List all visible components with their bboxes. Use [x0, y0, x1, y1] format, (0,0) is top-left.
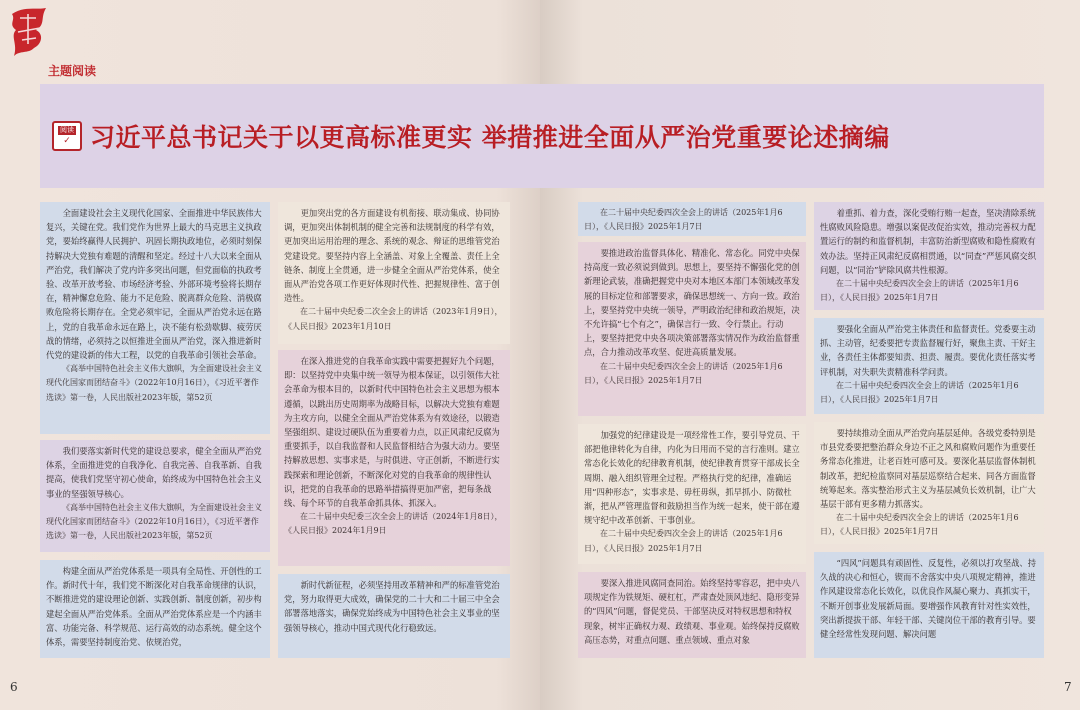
excerpt-source: 在二十届中央纪委四次全会上的讲话（2025年1月6日），《人民日报》2025年1月7日: [820, 279, 1019, 303]
reading-icon: 阅读 ✓: [52, 121, 82, 151]
excerpt-text: 要推进政治监督具体化、精准化、常态化。同党中央保持高度一致必须说到做到。思想上，要坚持不懈强化党的创新理论武装，准确把握党中央对本地区本部门本领域改革发展的目标定位和部署要求，确保思想统一、方向一致。政治上，要坚持党中央统一领导，严明政治纪律和政治规矩，决不允许搞“七个有之”，确保言行一致、令行禁止。行动上，要坚持把党中央各项决策部署落实情况作为政治监督重点，合力推动改革攻坚、促进高质量发展。: [584, 248, 800, 358]
excerpt-source: 《高举中国特色社会主义伟大旗帜，为全面建设社会主义现代化国家而团结奋斗》（2022年10月16日），《习近平著作选读》第一卷，人民出版社2023年版，第52页: [46, 364, 262, 402]
excerpt-source: 在二十届中央纪委四次全会上的讲话（2025年1月6日），《人民日报》2025年1月7日: [820, 513, 1019, 537]
excerpt-block: [40, 202, 270, 434]
excerpt-block: [578, 202, 806, 236]
excerpt-block: [814, 202, 1044, 310]
excerpt-block: [578, 242, 806, 416]
excerpt-text: 构建全面从严治党体系是一项具有全局性、开创性的工作。新时代十年，我们党不断深化对自我革命规律的认识，不断推进党的建设理论创新、实践创新、制度创新，初步构建起全面从严治党体系。全面从严治党体系应是一个内涵丰富、功能完备、科学规范、运行高效的动态系统。健全这个体系，需要坚持制度治党、依规治党，: [46, 566, 262, 648]
excerpt-text: 要持续推动全面从严治党向基层延伸。各级党委特别是市县党委要把整治群众身边不正之风和腐败问题作为重要任务常态化推进，让老百姓可感可及。要深化基层监督体制机制改革，把纪检监察同对基层巡察结合起来、同各方面监督统筹起来。落实整治形式主义为基层减负长效机制，让广大基层干部有更多精力抓落实。: [820, 428, 1036, 510]
excerpt-source: 在二十届中央纪委四次全会上的讲话（2025年1月6日），《人民日报》2025年1月7日: [584, 529, 783, 553]
excerpt-text: 加强党的纪律建设是一项经常性工作，要引导党员、干部把他律转化为自律，内化为日用而不觉的言行准则。建立常态化长效化的纪律教育机制，使纪律教育贯穿干部成长全周期、融入组织管理全过程。严格执行党的纪律，准确运用“四种形态”，实事求是、毋枉毋纵，抓早抓小、防微杜渐，把从严管理监督和鼓励担当作为统一起来，使干部在遵规守纪中改革创新、干事创业。: [584, 430, 800, 526]
page-number-right: 7: [1064, 680, 1072, 694]
excerpt-block: [814, 552, 1044, 658]
excerpt-source: 在二十届中央纪委四次全会上的讲话（2025年1月6日），《人民日报》2025年1月7日: [820, 380, 1019, 405]
excerpt-block: [40, 560, 270, 658]
excerpt-block: [578, 424, 806, 564]
calligraphy-logo: [6, 4, 54, 68]
excerpt-text: 我们要落实新时代党的建设总要求，健全全面从严治党体系，全面推进党的自我净化、自我完善、自我革新、自我提高，使我们党坚守初心使命，始终成为中国特色社会主义事业的坚强领导核心。: [46, 446, 262, 499]
excerpt-text: 要深入推进风腐同查同治。始终坚持零容忍，把中央八项规定作为铁规矩、硬杠杠，严肃查处顶风违纪、隐形变异的“四风”问题，督促党员、干部坚决反对特权思想和特权现象，树牢正确权力观、政绩观、事业观。始终保持反腐败高压态势，对重点问题、重点领域、重点对象: [584, 578, 800, 645]
excerpt-text: 在深入推进党的自我革命实践中需要把握好九个问题，即：以坚持党中央集中统一领导为根本保证，以引领伟大社会革命为根本目的，以新时代中国特色社会主义思想为根本遵循，以跳出历史周期率为战略目标，以解决大党独有难题为主攻方向，以健全全面从严治党体系为有效途径，以锻造坚强组织、建设过硬队伍为重要着力点，以正风肃纪反腐为重要抓手，以自我监督和人民监督相结合为强大动力。要坚持解放思想、实事求是，与时俱进、守正创新，不断进行实践探索和理论创新，不断深化对党的自我革命的规律性认识，把党的自我革命的思路举措搞得更加严密，把每条战线、每个环节的自我革命抓具体、抓深入。: [284, 356, 500, 509]
excerpt-block: [814, 422, 1044, 544]
page-title: 习近平总书记关于以更高标准更实 举措推进全面从严治党重要论述摘编: [90, 123, 890, 152]
excerpt-source: 在二十届中央纪委三次全会上的讲话（2024年1月8日），《人民日报》2024年1月9日: [284, 512, 503, 536]
excerpt-block: [278, 202, 510, 344]
excerpt-source: 在二十届中央纪委四次全会上的讲话（2025年1月6日），《人民日报》2025年1月7日: [584, 208, 783, 232]
excerpt-source: 在二十届中央纪委二次全会上的讲话（2023年1月9日），《人民日报》2023年1月10日: [284, 307, 503, 331]
excerpt-block: [278, 350, 510, 566]
page-number-left: 6: [10, 680, 18, 694]
excerpt-text: “四风”问题具有顽固性、反复性，必须以打攻坚战、持久战的决心和恒心，锲而不舍落实中央八项规定精神，推进作风建设常态化长效化，以优良作风凝心聚力、真抓实干，不断开创事业发展新局面。要增强作风教育针对性实效性，突出新提拔干部、年轻干部、关键岗位干部的教育引导。要健全经常性发现问题、解决问题: [820, 558, 1037, 640]
excerpt-text: 要强化全面从严治党主体责任和监督责任。党委要主动抓、主动管，纪委要把专责监督履行好，聚焦主责、干好主业，各责任主体都要知责、担责、履责。要优化责任落实考评机制，对失职失责精准科学问责。: [820, 324, 1036, 377]
excerpt-block: [40, 440, 270, 552]
excerpt-text: 更加突出党的各方面建设有机衔接、联动集成、协同协调，更加突出体制机制的健全完善和法规制度的科学有效，更加突出运用治理的理念、系统的观念、辩证的思维管党治党建设党。要坚持内容上全涵盖、对象上全覆盖、责任上全链条、制度上全贯通，进一步健全全面从严治党体系，使全面从严治党各项工作更好体现时代性、把握规律性、富于创造性。: [284, 208, 500, 304]
excerpt-text: 全面建设社会主义现代化国家、全面推进中华民族伟大复兴，关键在党。我们党作为世界上最大的马克思主义执政党，要始终赢得人民拥护、巩固长期执政地位，必须时刻保持解决大党独有难题的清醒和坚定。经过十八大以来全面从严治党，我们解决了党内许多突出问题，但党面临的执政考验、改革开放考验、市场经济考验、外部环境考验将长期存在，精神懈怠危险、能力不足危险、脱离群众危险、消极腐败危险将长期存在。全党必须牢记，全面从严治党永远在路上，党的自我革命永远在路上，决不能有松劲歇脚、疲劳厌战的情绪，必须持之以恒推进全面从严治党，深入推进新时代党的建设新的伟大工程，以党的自我革命引领社会革命。: [46, 208, 262, 361]
excerpt-block: [578, 572, 806, 658]
title-row: [52, 116, 1042, 156]
excerpt-block: [814, 318, 1044, 414]
excerpt-source: 《高举中国特色社会主义伟大旗帜，为全面建设社会主义现代化国家而团结奋斗》（2022年10月16日），《习近平著作选读》第一卷，人民出版社2023年版，第52页: [46, 502, 262, 541]
excerpt-text: 着重抓、着力查，深化受贿行贿一起查，坚决清除系统性腐败风险隐患。增强以案促改促治实效，推动完善权力配置运行的制约和监督机制，丰富防治新型腐败和隐性腐败有效办法。坚持正风肃纪反腐相贯通，以“同查”严惩风腐交织问题，以“同治”铲除风腐共性根源。: [820, 208, 1037, 275]
excerpt-text: 新时代新征程，必须坚持用改革精神和严的标准管党治党，努力取得更大成效，确保党的二十大和二十届三中全会部署落地落实，确保党始终成为中国特色社会主义事业的坚强领导核心，推动中国式现代化行稳致远。: [284, 580, 500, 633]
excerpt-source: 在二十届中央纪委四次全会上的讲话（2025年1月6日），《人民日报》2025年1月7日: [584, 361, 783, 385]
section-label: 主题阅读: [48, 64, 97, 78]
excerpt-block: [278, 574, 510, 658]
